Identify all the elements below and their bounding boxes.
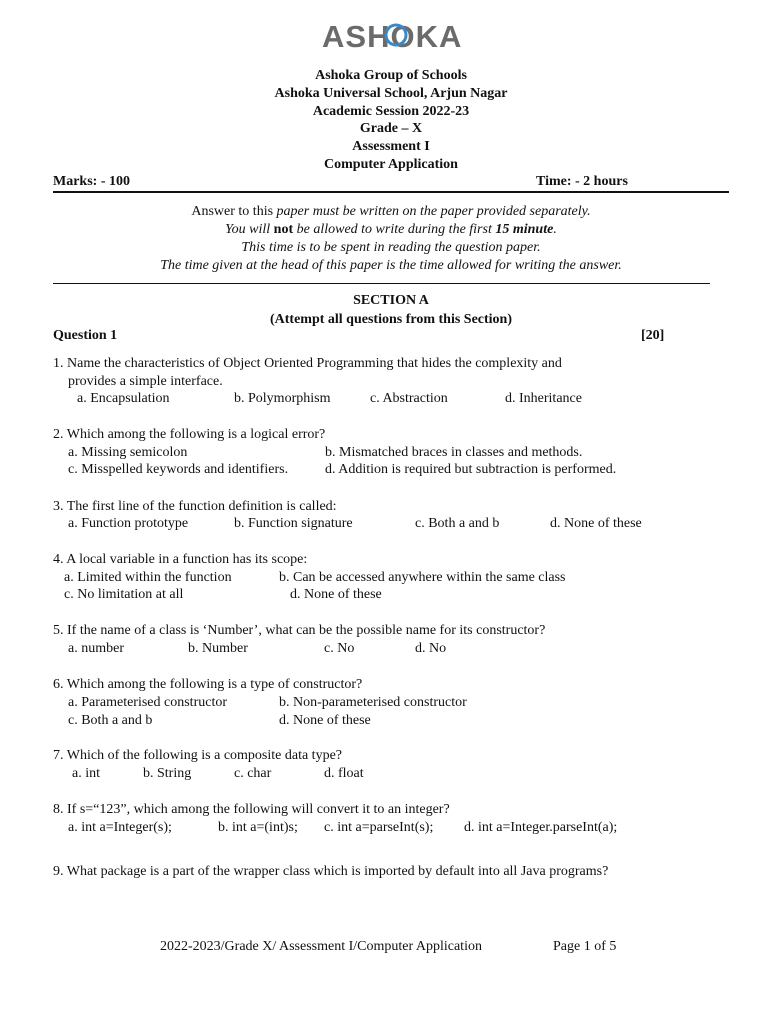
instructions: [0, 203, 782, 275]
session: Academic Session 2022-23: [312, 103, 470, 119]
question-text: 9. What package is a part of the wrapper class which is imported by default into all Java programs?: [53, 864, 609, 879]
question-text: provides a simple interface.: [68, 374, 223, 389]
option: b. Non-parameterised constructor: [279, 695, 467, 710]
option: c. Abstraction: [370, 391, 448, 406]
option: d. No: [415, 641, 447, 656]
option: a. Parameterised constructor: [68, 695, 227, 710]
option: a. int a=Integer(s);: [68, 820, 172, 835]
option: d. None of these: [279, 713, 371, 728]
instruction-line-3: This time is to be spent in reading the question paper.: [241, 240, 541, 255]
instruction-text: be allowed to write during the first: [293, 222, 496, 237]
assessment: Assessment I: [352, 139, 430, 155]
instruction-emphasis: 15 minute: [495, 222, 554, 237]
instruction-text: You will: [225, 222, 274, 237]
grade: Grade – X: [359, 121, 423, 137]
question-text: 6. Which among the following is a type of constructor?: [53, 677, 363, 692]
question-label: Question 1: [53, 328, 118, 343]
option: d. float: [324, 766, 364, 781]
total-marks: Marks: - 100: [53, 174, 130, 189]
option: c. No: [324, 641, 355, 656]
option: d. Inheritance: [505, 391, 582, 406]
option: a. int: [72, 766, 100, 781]
instruction-emphasis: not: [273, 222, 294, 237]
option: a. Missing semicolon: [68, 445, 188, 460]
option: c. int a=parseInt(s);: [324, 820, 434, 835]
question-text: 4. A local variable in a function has its scope:: [53, 552, 308, 567]
option: a. Function prototype: [68, 516, 189, 531]
instruction-text: paper must be written on the paper provided separately.: [276, 204, 591, 219]
subject: Computer Application: [324, 156, 458, 172]
question-text: 1. Name the characteristics of Object Oriented Programming that hides the complexity and: [53, 356, 562, 371]
header-divider: [53, 191, 729, 193]
section-subtitle: (Attempt all questions from this Section): [269, 312, 512, 327]
option: a. number: [68, 641, 124, 656]
instruction-line-4: The time given at the head of this paper is the time allowed for writing the answer.: [160, 258, 622, 273]
option: c. No limitation at all: [64, 587, 184, 602]
option: d. None of these: [550, 516, 642, 531]
instruction-text: .: [553, 222, 557, 237]
ashoka-logo-icon: [322, 18, 463, 54]
instruction-line-1: [0, 203, 782, 221]
instructions-divider: [53, 283, 710, 284]
school-logo: [0, 18, 768, 55]
option: c. Misspelled keywords and identifiers.: [68, 462, 289, 477]
page-footer: 2022-2023/Grade X/ Assessment I/Computer Application: [160, 939, 482, 954]
question-marks: [20]: [641, 328, 665, 343]
page-number: Page 1 of 5: [553, 939, 617, 954]
question-text: 8. If s=“123”, which among the following will convert it to an integer?: [53, 802, 450, 817]
option: d. int a=Integer.parseInt(a);: [464, 820, 618, 835]
option: a. Limited within the function: [64, 570, 232, 585]
option: d. Addition is required but subtraction is performed.: [325, 462, 617, 477]
option: c. Both a and b: [68, 713, 153, 728]
option: b. Polymorphism: [234, 391, 331, 406]
option: a. Encapsulation: [77, 391, 170, 406]
section-title: SECTION A: [353, 293, 429, 308]
option: d. None of these: [290, 587, 382, 602]
exam-header: [0, 67, 782, 174]
instruction-text: Answer to this: [191, 204, 277, 219]
option: b. String: [143, 766, 192, 781]
school-name: Ashoka Universal School, Arjun Nagar: [274, 85, 508, 101]
question-text: 3. The first line of the function definition is called:: [53, 499, 337, 514]
section-heading: [0, 291, 782, 329]
option: b. Mismatched braces in classes and methods.: [325, 445, 583, 460]
option: c. char: [234, 766, 272, 781]
time-allowed: Time: - 2 hours: [536, 174, 628, 189]
question-text: 2. Which among the following is a logical error?: [53, 427, 326, 442]
question-text: 7. Which of the following is a composite data type?: [53, 748, 343, 763]
logo-text: ASHOKA: [322, 19, 463, 54]
question-text: 5. If the name of a class is ‘Number’, what can be the possible name for its constructor?: [53, 623, 546, 638]
option: b. Function signature: [234, 516, 353, 531]
org-name: Ashoka Group of Schools: [315, 68, 467, 83]
option: b. Number: [188, 641, 248, 656]
option: b. Can be accessed anywhere within the same class: [279, 570, 566, 585]
option: c. Both a and b: [415, 516, 500, 531]
option: b. int a=(int)s;: [218, 820, 298, 835]
instruction-line-2: [0, 221, 782, 239]
